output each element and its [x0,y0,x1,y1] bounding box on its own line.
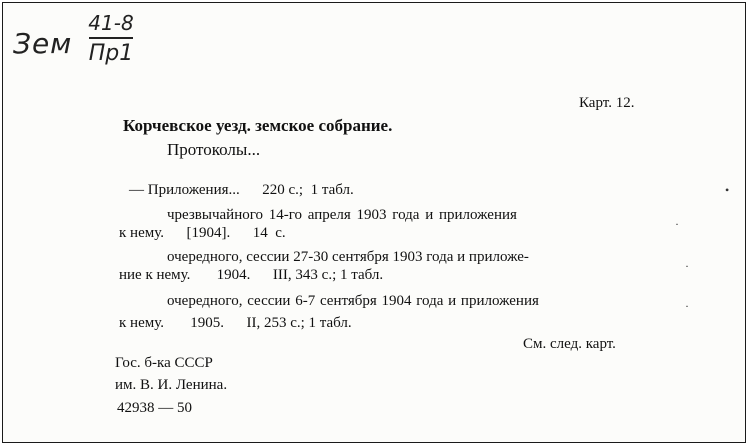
scan-speck: · [685,299,689,313]
shelf-mark-bottom: Пр1 [88,41,134,66]
fraction-line [89,37,133,39]
scan-speck: · [685,259,689,273]
handwritten-shelf-mark [81,11,141,66]
see-next-card: См. след. карт. [523,336,616,352]
entry-4-line-1: очередного, сессии 6-7 сентября 1904 года и приложения [167,293,539,309]
library-name: Гос. б-ка СССР [115,355,213,371]
catalog-card [2,2,746,443]
card-subheading: Протоколы... [167,140,261,159]
card-number: Карт. 12. [579,95,635,111]
entry-2-line-1: чрезвычайного 14-го апреля 1903 года и приложения [167,207,517,223]
entry-1-line-1: — Приложения... 220 с.; 1 табл. [129,182,354,198]
scan-speck: • [725,183,730,197]
entry-3-line-2: ние к нему. 1904. III, 343 с.; 1 табл. [119,267,384,283]
entry-2-line-2: к нему. [1904]. 14 с. [119,225,286,241]
handwritten-section-code: Зем [13,27,73,60]
card-heading: Корчевское уезд. земское собрание. [123,116,393,135]
entry-3-line-1: очередного, сессии 27-30 сентября 1903 года и приложе- [167,249,529,265]
card-serial-number: 42938 — 50 [117,400,192,416]
shelf-mark-top: 41-8 [88,11,134,35]
scan-speck: · [675,217,679,231]
library-dedication: им. В. И. Ленина. [115,377,228,393]
entry-4-line-2: к нему. 1905. II, 253 с.; 1 табл. [119,315,352,331]
